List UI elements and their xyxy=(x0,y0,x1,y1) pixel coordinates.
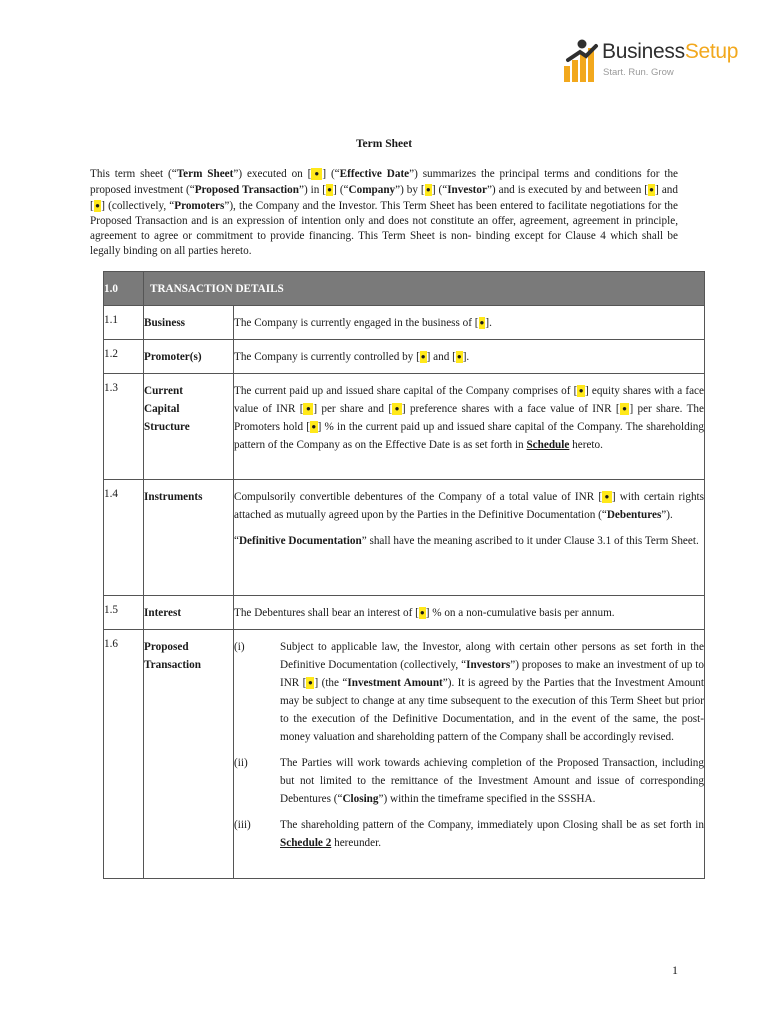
placeholder-marker xyxy=(392,403,402,415)
table-row xyxy=(104,480,705,596)
sub-clause-number: (i) xyxy=(234,641,245,653)
placeholder-marker xyxy=(310,421,318,433)
row-label: Business xyxy=(144,306,234,340)
table-row xyxy=(104,374,705,480)
row-number: 1.2 xyxy=(104,340,144,374)
logo-mark-icon xyxy=(562,38,602,84)
placeholder-marker xyxy=(425,184,432,196)
instruments-paragraph: Compulsorily convertible debentures of the Company of a total value of INR [● ] with certain rights attached as mutually agreed upon by the Parties in the Definitive Documentation (“Debentures”). xyxy=(234,488,704,524)
page-number: 1 xyxy=(672,963,678,977)
row-number: 1.6 xyxy=(104,630,144,879)
schedule-reference: Schedule xyxy=(526,439,570,451)
sub-clause xyxy=(234,754,704,808)
businesssetup-logo xyxy=(562,38,758,88)
placeholder-marker xyxy=(577,385,585,397)
table-row xyxy=(104,630,705,879)
placeholder-marker xyxy=(311,168,322,180)
row-number: 1.1 xyxy=(104,306,144,340)
logo-wordmark: BusinessSetup xyxy=(602,40,739,63)
intro-paragraph: This term sheet (“Term Sheet”) executed on [● ] (“Effective Date”) summarizes the principal terms and conditions for the proposed investment (“Proposed Transaction”) in [● ] (“Company”) by [● ] (“Investor”) and is executed by and between [● ] and [● ] (collectively, “Promoters”), the Company and the Investor. This Term Sheet has been entered to facilitate negotiations for the Proposed Transaction and is an expression of intention only and does not constitute an offer, agreement, agreement in principle, agreement to agree or commitment to provide financing. This Term Sheet is non- binding except for Clause 4 which shall be legally binding on all parties hereto. xyxy=(90,166,678,259)
row-number: 1.4 xyxy=(104,480,144,596)
row-content: The Company is currently engaged in the business of [● ]. xyxy=(234,306,705,340)
placeholder-marker xyxy=(602,491,612,503)
table-row xyxy=(104,340,705,374)
sub-clause xyxy=(234,816,704,852)
row-number: 1.3 xyxy=(104,374,144,480)
definitive-documentation-paragraph: “Definitive Documentation” shall have the meaning ascribed to it under Clause 3.1 of this Term Sheet. xyxy=(234,535,699,547)
sub-clause-number: (iii) xyxy=(234,819,251,831)
placeholder-marker xyxy=(419,607,426,619)
table-row xyxy=(104,596,705,630)
row-content: The current paid up and issued share capital of the Company comprises of [● ] equity shares with a face value of INR [● ] per share and [● ] preference shares with a face value of INR [● ] per share. The Promoters hold [● ] % in the current paid up and issued share capital of the Company. The shareholding pattern of the Company as on the Effective Date is as set forth in Schedule hereto. xyxy=(234,374,705,480)
row-number: 1.5 xyxy=(104,596,144,630)
placeholder-marker xyxy=(456,351,463,363)
row-label: Current Capital Structure xyxy=(144,374,234,480)
row-label: Interest xyxy=(144,596,234,630)
row-content: The Debentures shall bear an interest of [● ] % on a non-cumulative basis per annum. xyxy=(234,596,705,630)
section-number: 1.0 xyxy=(104,272,144,306)
sub-clause-number: (ii) xyxy=(234,757,248,769)
document-title: Term Sheet xyxy=(355,138,413,150)
sub-clause-text: Subject to applicable law, the Investor, along with certain other persons as set forth in the Definitive Documentation (collectively, “Investors”) proposes to make an investment of up to INR [● ] (the “Investment Amount”). It is agreed by the Parties that the Investment Amount may be subject to change at any time subsequent to the execution of this Term Sheet but prior to the execution of the Definitive Documentation, and in the event of the same, the post-money valuation and shareholding pattern of the Company shall be accordingly revised. xyxy=(280,638,704,746)
schedule-2-reference: Schedule 2 xyxy=(280,837,332,849)
placeholder-marker xyxy=(303,403,313,415)
row-label: Promoter(s) xyxy=(144,340,234,374)
row-content: The Company is currently controlled by [● ] and [● ]. xyxy=(234,340,705,374)
sub-clause-text: The shareholding pattern of the Company, immediately upon Closing shall be as set forth in Schedule 2 hereunder. xyxy=(280,819,704,849)
row-content xyxy=(234,480,705,596)
placeholder-marker xyxy=(620,403,630,415)
transaction-details-table xyxy=(103,271,705,879)
placeholder-marker xyxy=(420,351,427,363)
section-title: TRANSACTION DETAILS xyxy=(144,272,705,306)
table-row xyxy=(104,306,705,340)
logo-tagline: Start. Run. Grow xyxy=(603,67,674,78)
row-label: Instruments xyxy=(144,480,234,596)
row-content xyxy=(234,630,705,879)
sub-clause xyxy=(234,638,704,746)
table-header-row xyxy=(104,272,705,306)
row-label: Proposed Transaction xyxy=(144,630,234,879)
sub-clause-text: The Parties will work towards achieving completion of the Proposed Transaction, including but not limited to the remittance of the Investment Amount and issue of corresponding Debentures (“Closing”) within the timeframe specified in the SSSHA. xyxy=(280,757,704,805)
